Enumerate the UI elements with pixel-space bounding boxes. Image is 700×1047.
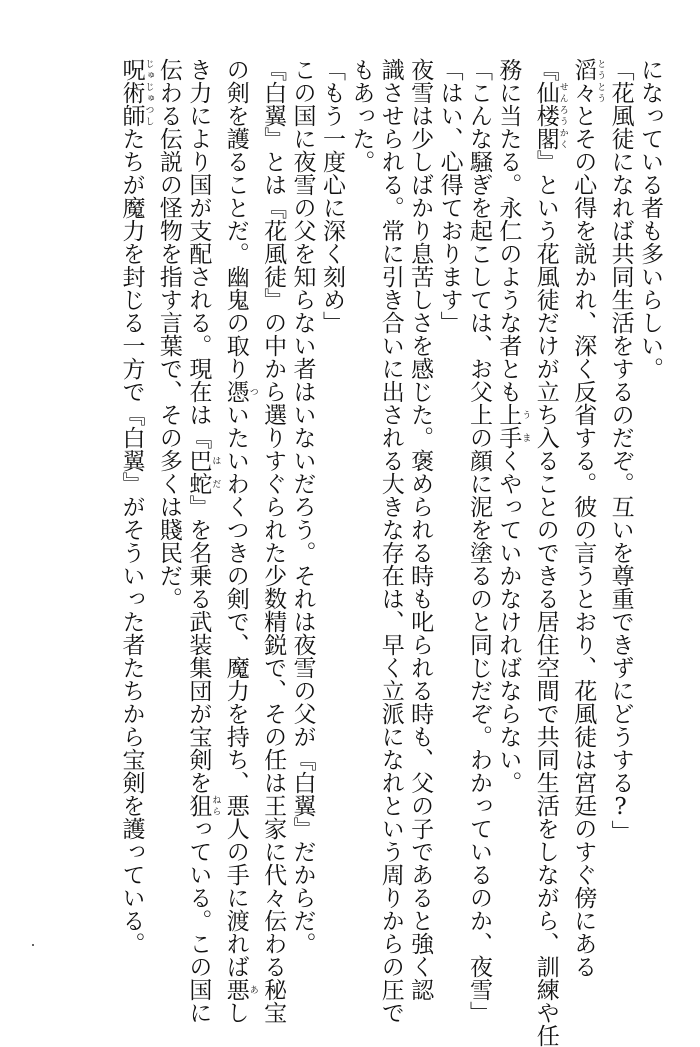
ruby-reading: つ [247, 380, 258, 403]
text-column: の剣を護ることだ。幽鬼の取り憑 ついたいわくつきの剣で、魔力を持ち、悪人の手に渡れば悪 あし [222, 58, 258, 1024]
ruby-annotation [185, 449, 221, 495]
text-column: 呪術師 じゅじゅつしたちが魔力を封じる一方で『白翼』がそういった者たちから宝剣を護っている。 [118, 58, 154, 955]
text-column: 伝わる伝説の怪物を指す言葉で、その多くは賤民だ。 [155, 58, 182, 610]
ruby-base: 狙 [185, 794, 212, 817]
ruby-reading: とうとう [595, 58, 606, 104]
ruby-base: 仙楼閣 [532, 81, 559, 150]
text-column: 滔々 とうとうとその心得を説かれ、深く反省する。彼の言うとおり、花風徒は宮廷のすぐ傍にある [570, 58, 606, 978]
text-column: 「はい、心得ております」 [436, 58, 463, 334]
text-column: になっている者も多いらしい。 [637, 58, 663, 380]
text-column: もあった。 [348, 58, 375, 173]
ruby-reading: じゅじゅつし [143, 58, 154, 127]
text-column: 夜雪は少しばかり息苦しさを感じた。褒められる時も叱られる時も、父の子であると強く認 [407, 58, 434, 1001]
ruby-base: 巴蛇 [185, 449, 212, 495]
text-column: 識させられる。常に引き合いに出される大きな存在は、早く立派になれという周りからの圧で [377, 58, 404, 1024]
text-column: 「花風徒になれば共同生活をするのだぞ。互いを尊重できずにどうする?」 [607, 58, 634, 843]
ruby-annotation [532, 81, 568, 150]
ruby-base: 憑 [222, 380, 249, 403]
ruby-reading: はだ [210, 449, 221, 495]
text-column: 『白翼』とは『花風徒』の中から選りすぐられた少数精鋭で、その任は王家に代々伝わる秘宝 [260, 58, 287, 1024]
ruby-annotation [222, 978, 258, 1001]
text-column: 『仙楼閣 せんろうかく』という花風徒だけが立ち入ることのできる居住空間で共同生活をしながら、訓練や任 [532, 58, 568, 1047]
ruby-reading: ねら [210, 794, 221, 817]
ruby-annotation [570, 58, 606, 104]
ruby-annotation [495, 403, 531, 449]
ruby-base: 呪術師 [118, 58, 145, 127]
text-column: 「もう一度心に深く刻め」 [318, 58, 345, 334]
ruby-annotation [222, 380, 258, 403]
text-column: この国に夜雪の父を知らない者はいないだろう。それは夜雪の父が『白翼』だからだ。 [289, 58, 316, 955]
text-column: 「こんな騒ぎを起こしては、お父上の顔に泥を塗るのと同じだぞ。わかっているのか、夜雪」 [465, 58, 492, 1024]
text-column: き力により国が支配される。現在は『巴蛇 はだ』を名乗る武装集団が宝剣を狙 ねらっている。この国に [185, 58, 221, 1024]
ruby-base: 上手 [495, 403, 522, 449]
ruby-annotation [118, 58, 154, 127]
ruby-base: 滔々 [570, 58, 597, 104]
ruby-reading: あ [247, 978, 258, 1001]
ruby-base: 悪 [222, 978, 249, 1001]
ruby-reading: うま [520, 403, 531, 449]
vertical-text-body [116, 58, 664, 1047]
page-speck [32, 944, 34, 946]
ruby-annotation [185, 794, 221, 817]
text-column: 務に当たる。永仁のような者とも上手 うまくやっていかなければならない。 [495, 58, 531, 794]
ruby-reading: せんろうかく [557, 81, 568, 150]
